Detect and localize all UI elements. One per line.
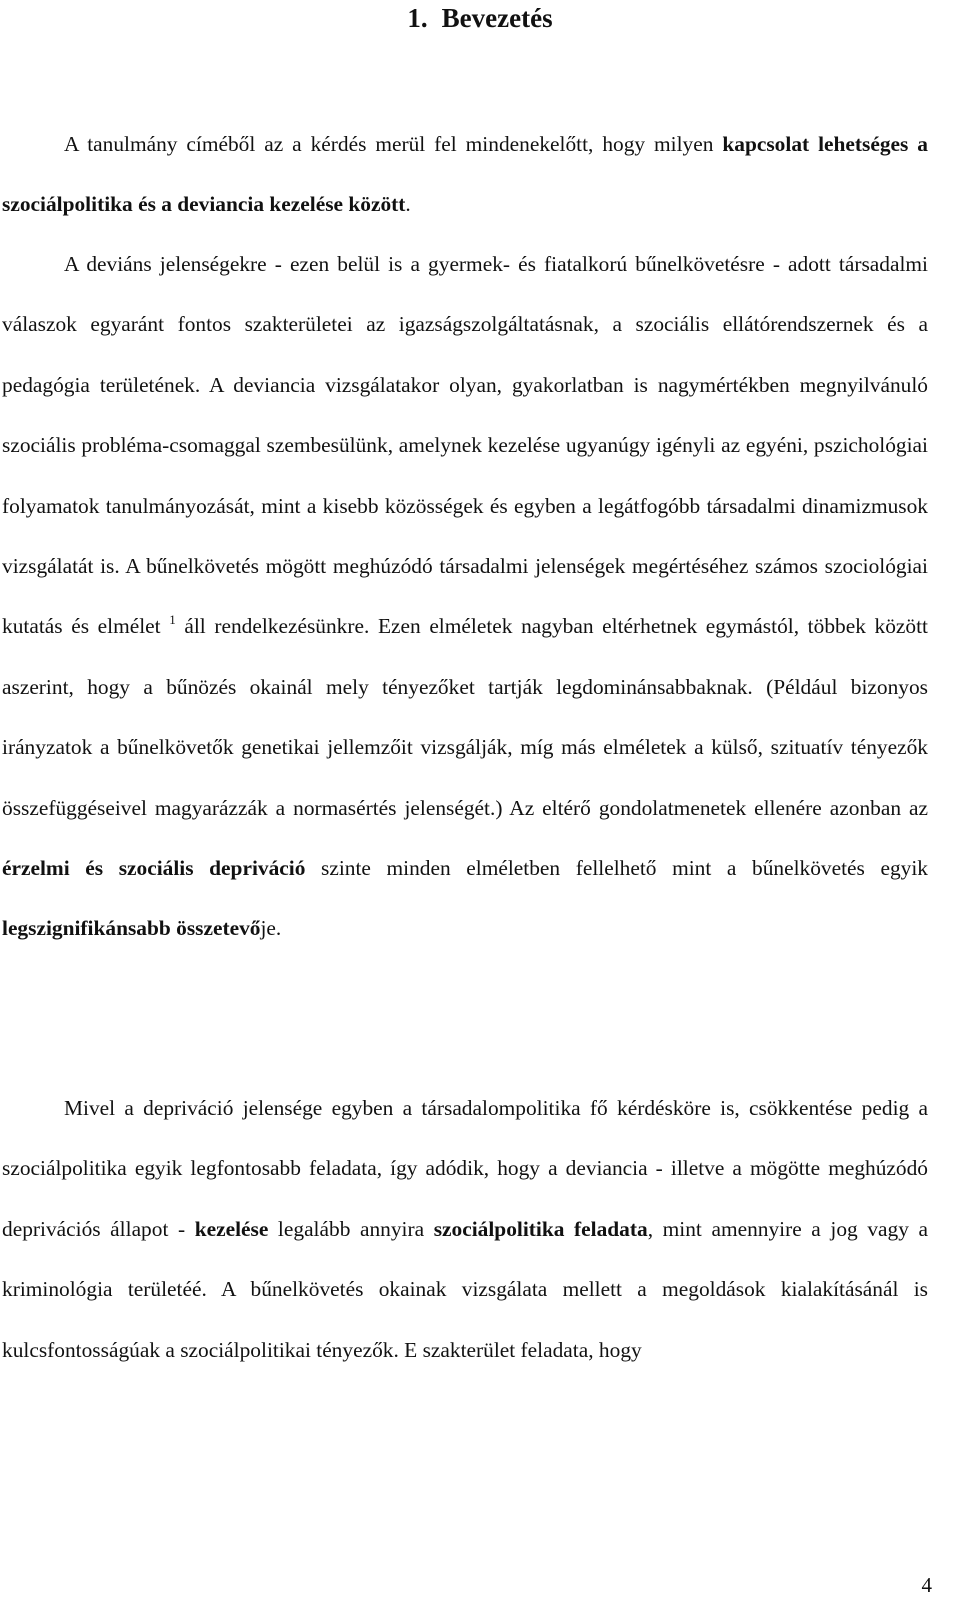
- paragraph-deviance: [2, 234, 928, 959]
- emphasis-text: érzelmi és szociális depriváció: [2, 856, 306, 881]
- paragraph-text: áll rendelkezésünkre. Ezen elméletek nagyban eltérhetnek egymástól, többek között aszerint, hogy a bűnözés okainál mely tényezőket tartják legdominánsabbaknak. (Például bizonyos irányzatok a bűnelkövetők genetikai jellemzőit vizsgálják, míg más elméletek a külső, szituatív tényezők összefüggéseivel magyarázzák a normasértés jelenségét.) Az eltérő gondolatmenetek ellenére azonban az: [2, 614, 928, 820]
- paragraph-text: A tanulmány címéből az a kérdés merül fel mindenekelőtt, hogy milyen: [64, 132, 723, 156]
- chapter-number: 1.: [407, 3, 428, 33]
- paragraph-text: Mivel a depriváció jelensége egyben a társadalompolitika fő kérdésköre is, csökkentése pedig a szociálpolitika egyik legfontosabb feladata, így adódik, hogy a deviancia - illetve a mögötte meghúzódó deprivációs állapot -: [2, 1096, 928, 1241]
- emphasis-text: kapcsolat lehetséges a szociálpolitika és a deviancia kezelése között: [2, 132, 928, 217]
- paragraph-text: .: [405, 192, 411, 217]
- chapter-heading: [0, 0, 960, 36]
- paragraph-text: je.: [260, 916, 282, 941]
- emphasis-text: legszignifikánsabb összetevő: [2, 916, 261, 941]
- chapter-title: Bevezetés: [441, 3, 553, 33]
- paragraph-text: szinte minden elméletben fellelhető mint a bűnelkövetés egyik: [305, 856, 928, 881]
- emphasis-text: szociálpolitika feladata: [433, 1216, 648, 1241]
- paragraph-intro: [2, 114, 928, 235]
- emphasis-text: kezelése: [194, 1216, 269, 1241]
- paragraph-text: , mint amennyire a jog vagy a kriminológia területéé. A bűnelkövetés okainak vizsgálata mellett a megoldások kialakításánál is kulcsfontosságúak a szociálpolitikai tényezők. E szakterület feladata, hogy: [2, 1216, 928, 1362]
- footnote-marker[interactable]: 1: [169, 612, 176, 628]
- paragraph-text: legalább annyira: [268, 1216, 434, 1241]
- paragraph-deprivation: [2, 1078, 928, 1380]
- page-number: 4: [921, 1573, 932, 1597]
- paragraph-text: A deviáns jelenségekre - ezen belül is a gyermek- és fiatalkorú bűnelkövetésre - adott társadalmi válaszok egyaránt fontos szakterületei az igazságszolgáltatásnak, a szociális ellátórendszernek és a pedagógia területének. A deviancia vizsgálatakor olyan, gyakorlatban is nagymértékben megnyilvánuló szociális probléma-csomaggal szembesülünk, amelynek kezelése ugyanúgy igényli az egyéni, pszichológiai folyamatok tanulmányozását, mint a kisebb közösségek és egyben a legátfogóbb társadalmi dinamizmusok vizsgálatát is. A bűnelkövetés mögött meghúzódó társadalmi jelenségek megértéséhez számos szociológiai kutatás és elmélet: [2, 252, 928, 639]
